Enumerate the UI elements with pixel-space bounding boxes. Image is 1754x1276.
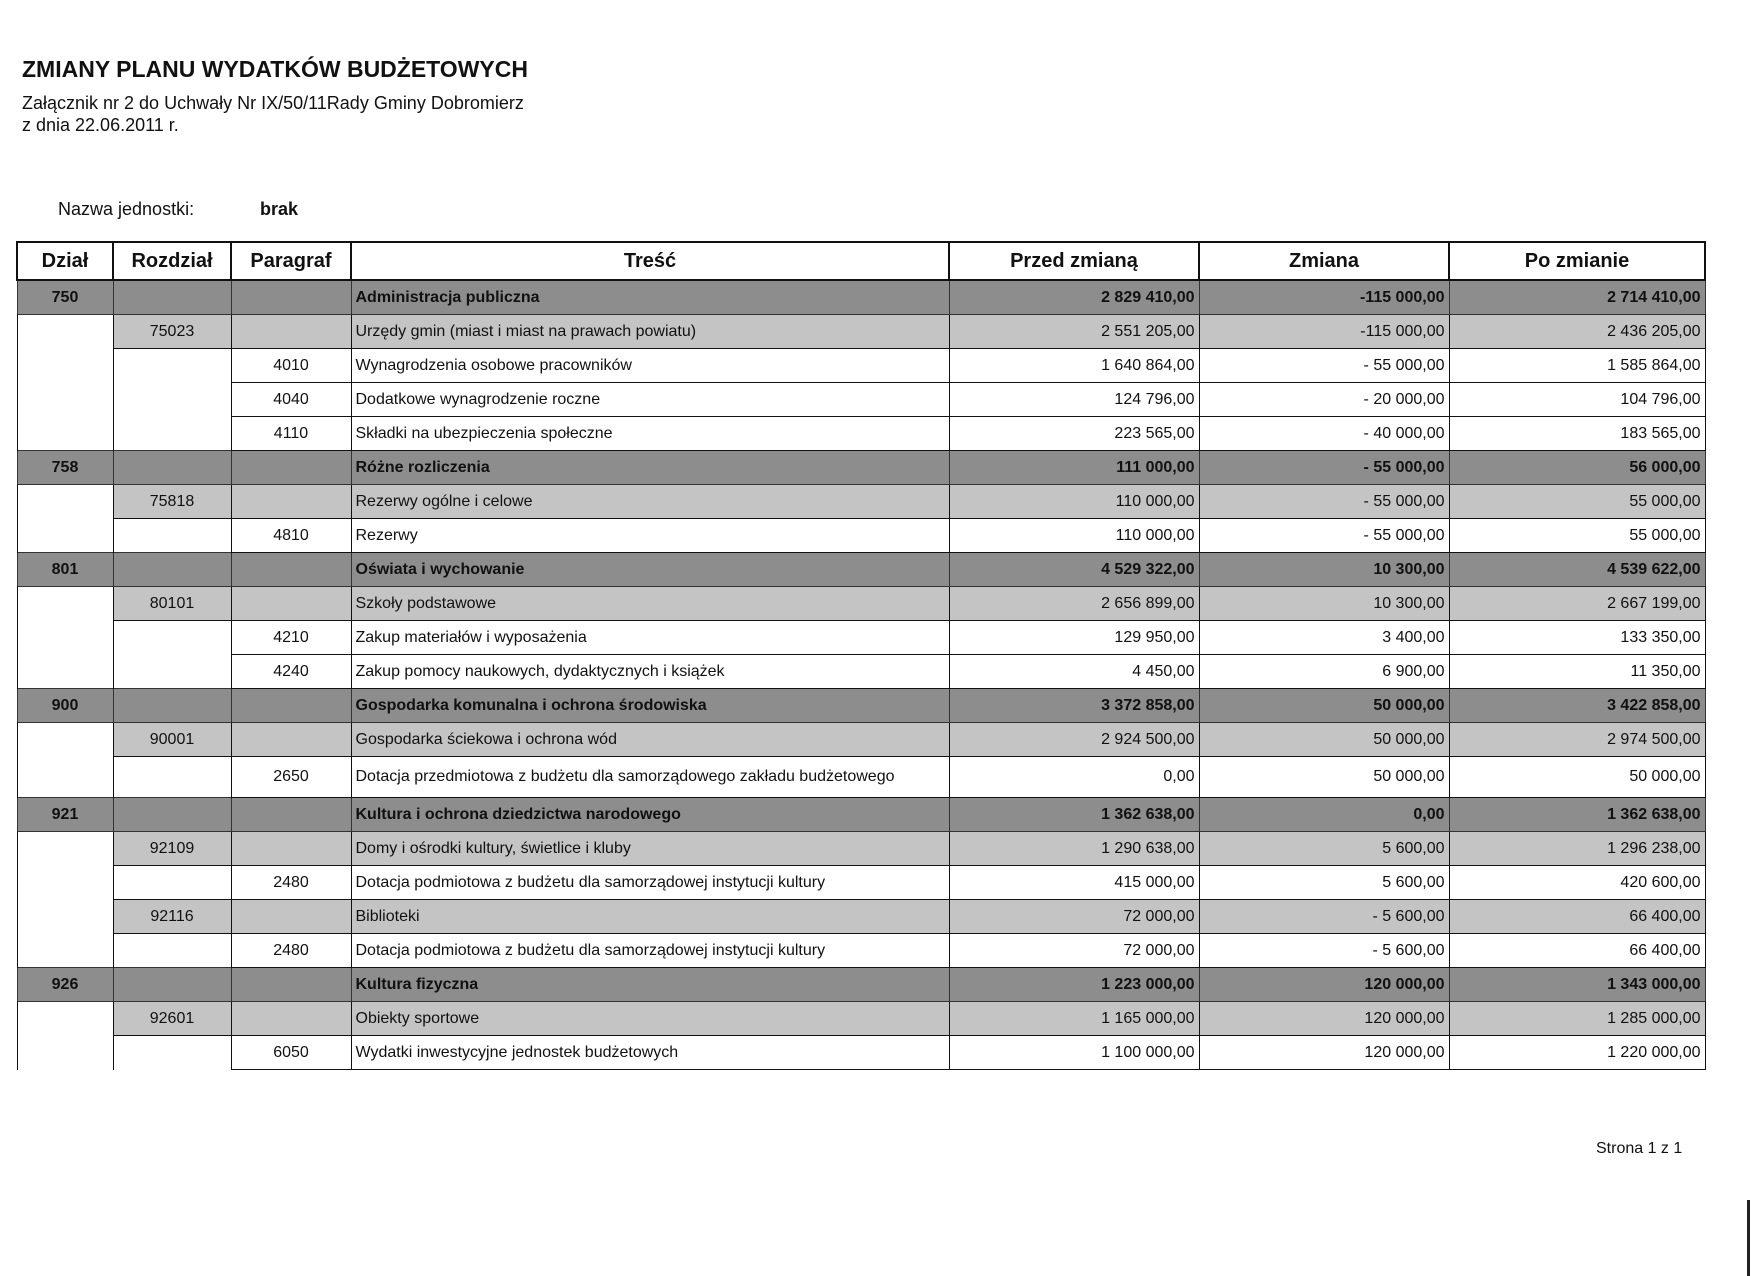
cell-po: 104 796,00: [1449, 383, 1705, 417]
table-row-rozdzial: [17, 315, 1705, 349]
cell-rozdzial: 75023: [113, 315, 231, 349]
col-header-po-zmianie: Po zmianie: [1449, 242, 1705, 280]
cell-dzial: [17, 832, 113, 866]
cell-przed: 2 656 899,00: [949, 587, 1199, 621]
cell-paragraf: 4010: [231, 349, 351, 383]
cell-paragraf: [231, 900, 351, 934]
cell-rozdzial: [113, 934, 231, 968]
cell-rozdzial: [113, 280, 231, 315]
cell-dzial: [17, 587, 113, 621]
cell-przed: 2 924 500,00: [949, 723, 1199, 757]
cell-zmiana: 10 300,00: [1199, 587, 1449, 621]
cell-zmiana: - 55 000,00: [1199, 451, 1449, 485]
cell-przed: 0,00: [949, 757, 1199, 798]
cell-tresc: Szkoły podstawowe: [351, 587, 949, 621]
cell-po: 1 220 000,00: [1449, 1036, 1705, 1070]
cell-dzial: 758: [17, 451, 113, 485]
table-row-dzial: [17, 451, 1705, 485]
cell-przed: 111 000,00: [949, 451, 1199, 485]
cell-tresc: Rezerwy: [351, 519, 949, 553]
cell-paragraf: 4040: [231, 383, 351, 417]
cell-rozdzial: 75818: [113, 485, 231, 519]
resolution-date: z dnia 22.06.2011 r.: [22, 115, 179, 135]
cell-paragraf: [231, 1002, 351, 1036]
cell-zmiana: - 55 000,00: [1199, 349, 1449, 383]
cell-paragraf: [231, 315, 351, 349]
cell-dzial: [17, 621, 113, 655]
cell-po: 3 422 858,00: [1449, 689, 1705, 723]
cell-zmiana: -115 000,00: [1199, 280, 1449, 315]
cell-przed: 1 100 000,00: [949, 1036, 1199, 1070]
col-header-paragraf: Paragraf: [231, 242, 351, 280]
cell-dzial: 921: [17, 798, 113, 832]
cell-dzial: 900: [17, 689, 113, 723]
cell-zmiana: - 55 000,00: [1199, 519, 1449, 553]
unit-name-label: Nazwa jednostki:: [58, 199, 195, 219]
cell-tresc: Wynagrodzenia osobowe pracowników: [351, 349, 949, 383]
cell-dzial: 926: [17, 968, 113, 1002]
cell-paragraf: 2480: [231, 934, 351, 968]
cell-dzial: [17, 315, 113, 349]
document-title: ZMIANY PLANU WYDATKÓW BUDŻETOWYCH: [22, 56, 528, 82]
cell-przed: 110 000,00: [949, 485, 1199, 519]
table-row-paragraf: [17, 621, 1705, 655]
cell-rozdzial: [113, 968, 231, 1002]
table-row-paragraf: [17, 1036, 1705, 1070]
cell-paragraf: [231, 451, 351, 485]
page-number: Strona 1 z 1: [1596, 1140, 1683, 1157]
cell-rozdzial: [113, 553, 231, 587]
cell-zmiana: 50 000,00: [1199, 689, 1449, 723]
table-row-paragraf: [17, 349, 1705, 383]
table-row-rozdzial: [17, 1002, 1705, 1036]
cell-zmiana: - 5 600,00: [1199, 934, 1449, 968]
cell-rozdzial: 92601: [113, 1002, 231, 1036]
cell-zmiana: 120 000,00: [1199, 968, 1449, 1002]
cell-zmiana: 5 600,00: [1199, 866, 1449, 900]
cell-tresc: Administracja publiczna: [351, 280, 949, 315]
cell-dzial: [17, 757, 113, 798]
cell-zmiana: 5 600,00: [1199, 832, 1449, 866]
cell-przed: 72 000,00: [949, 934, 1199, 968]
table-row-paragraf: [17, 757, 1705, 798]
cell-rozdzial: [113, 519, 231, 553]
cell-przed: 1 362 638,00: [949, 798, 1199, 832]
table-row-rozdzial: [17, 832, 1705, 866]
cell-po: 1 362 638,00: [1449, 798, 1705, 832]
table-row-dzial: [17, 968, 1705, 1002]
cell-rozdzial: 90001: [113, 723, 231, 757]
table-row-paragraf: [17, 934, 1705, 968]
cell-paragraf: [231, 553, 351, 587]
cell-przed: 110 000,00: [949, 519, 1199, 553]
cell-zmiana: 120 000,00: [1199, 1002, 1449, 1036]
cell-po: 133 350,00: [1449, 621, 1705, 655]
cell-paragraf: [231, 587, 351, 621]
resolution-reference: Załącznik nr 2 do Uchwały Nr IX/50/11Rady Gminy Dobromierz: [22, 93, 524, 113]
cell-po: 11 350,00: [1449, 655, 1705, 689]
cell-tresc: Biblioteki: [351, 900, 949, 934]
cell-tresc: Gospodarka komunalna i ochrona środowiska: [351, 689, 949, 723]
cell-paragraf: 4110: [231, 417, 351, 451]
cell-zmiana: 50 000,00: [1199, 757, 1449, 798]
cell-po: 66 400,00: [1449, 900, 1705, 934]
cell-przed: 3 372 858,00: [949, 689, 1199, 723]
col-header-dzial: Dział: [17, 242, 113, 280]
cell-po: 2 974 500,00: [1449, 723, 1705, 757]
cell-rozdzial: [113, 1036, 231, 1070]
cell-po: 420 600,00: [1449, 866, 1705, 900]
cell-dzial: [17, 723, 113, 757]
cell-po: 55 000,00: [1449, 519, 1705, 553]
cell-zmiana: 0,00: [1199, 798, 1449, 832]
cell-po: 2 436 205,00: [1449, 315, 1705, 349]
cell-przed: 1 165 000,00: [949, 1002, 1199, 1036]
cell-dzial: [17, 383, 113, 417]
cell-tresc: Dotacja podmiotowa z budżetu dla samorządowej instytucji kultury: [351, 934, 949, 968]
cell-tresc: Rezerwy ogólne i celowe: [351, 485, 949, 519]
table-row-dzial: [17, 280, 1705, 315]
expenditure-table: [16, 241, 1706, 1070]
table-row-paragraf: [17, 417, 1705, 451]
cell-dzial: [17, 866, 113, 900]
cell-rozdzial: [113, 798, 231, 832]
col-header-zmiana: Zmiana: [1199, 242, 1449, 280]
cell-paragraf: [231, 689, 351, 723]
cell-zmiana: 3 400,00: [1199, 621, 1449, 655]
cell-paragraf: 2480: [231, 866, 351, 900]
cell-po: 1 585 864,00: [1449, 349, 1705, 383]
cell-po: 2 714 410,00: [1449, 280, 1705, 315]
cell-tresc: Kultura i ochrona dziedzictwa narodowego: [351, 798, 949, 832]
cell-paragraf: [231, 723, 351, 757]
cell-tresc: Kultura fizyczna: [351, 968, 949, 1002]
cell-przed: 4 450,00: [949, 655, 1199, 689]
table-row-rozdzial: [17, 587, 1705, 621]
cell-zmiana: 6 900,00: [1199, 655, 1449, 689]
cell-po: 4 539 622,00: [1449, 553, 1705, 587]
cell-rozdzial: [113, 383, 231, 417]
cell-po: 2 667 199,00: [1449, 587, 1705, 621]
col-header-przed-zmiana: Przed zmianą: [949, 242, 1199, 280]
cell-rozdzial: [113, 451, 231, 485]
cell-po: 66 400,00: [1449, 934, 1705, 968]
cell-zmiana: 120 000,00: [1199, 1036, 1449, 1070]
cell-zmiana: - 5 600,00: [1199, 900, 1449, 934]
table-row-paragraf: [17, 655, 1705, 689]
cell-dzial: [17, 934, 113, 968]
cell-po: 183 565,00: [1449, 417, 1705, 451]
cell-zmiana: - 40 000,00: [1199, 417, 1449, 451]
cell-paragraf: 4810: [231, 519, 351, 553]
cell-tresc: Dotacja podmiotowa z budżetu dla samorządowej instytucji kultury: [351, 866, 949, 900]
cell-przed: 2 551 205,00: [949, 315, 1199, 349]
unit-name-row: [58, 199, 299, 220]
cell-paragraf: [231, 280, 351, 315]
cell-zmiana: - 20 000,00: [1199, 383, 1449, 417]
table-row-dzial: [17, 689, 1705, 723]
cell-rozdzial: [113, 689, 231, 723]
cell-tresc: Zakup materiałów i wyposażenia: [351, 621, 949, 655]
table-row-rozdzial: [17, 900, 1705, 934]
cell-rozdzial: [113, 349, 231, 383]
cell-dzial: [17, 1002, 113, 1036]
scan-edge-mark: [1747, 1200, 1750, 1276]
cell-paragraf: [231, 968, 351, 1002]
cell-rozdzial: 92116: [113, 900, 231, 934]
cell-dzial: [17, 485, 113, 519]
table-row-rozdzial: [17, 723, 1705, 757]
table-row-dzial: [17, 798, 1705, 832]
cell-dzial: [17, 655, 113, 689]
table-row-paragraf: [17, 866, 1705, 900]
cell-zmiana: - 55 000,00: [1199, 485, 1449, 519]
cell-rozdzial: [113, 655, 231, 689]
table-row-dzial: [17, 553, 1705, 587]
cell-rozdzial: [113, 417, 231, 451]
cell-dzial: [17, 519, 113, 553]
cell-po: 56 000,00: [1449, 451, 1705, 485]
cell-zmiana: -115 000,00: [1199, 315, 1449, 349]
cell-przed: 1 223 000,00: [949, 968, 1199, 1002]
table-row-paragraf: [17, 519, 1705, 553]
cell-paragraf: [231, 798, 351, 832]
cell-rozdzial: [113, 757, 231, 798]
cell-przed: 1 290 638,00: [949, 832, 1199, 866]
cell-przed: 129 950,00: [949, 621, 1199, 655]
cell-paragraf: 4210: [231, 621, 351, 655]
cell-przed: 4 529 322,00: [949, 553, 1199, 587]
cell-po: 55 000,00: [1449, 485, 1705, 519]
cell-paragraf: 2650: [231, 757, 351, 798]
cell-przed: 223 565,00: [949, 417, 1199, 451]
cell-przed: 72 000,00: [949, 900, 1199, 934]
cell-tresc: Oświata i wychowanie: [351, 553, 949, 587]
cell-rozdzial: [113, 866, 231, 900]
cell-tresc: Różne rozliczenia: [351, 451, 949, 485]
unit-name-value: brak: [260, 199, 299, 219]
cell-paragraf: [231, 485, 351, 519]
cell-tresc: Zakup pomocy naukowych, dydaktycznych i książek: [351, 655, 949, 689]
col-header-tresc: Treść: [351, 242, 949, 280]
cell-tresc: Dodatkowe wynagrodzenie roczne: [351, 383, 949, 417]
cell-po: 1 296 238,00: [1449, 832, 1705, 866]
cell-paragraf: 4240: [231, 655, 351, 689]
cell-przed: 1 640 864,00: [949, 349, 1199, 383]
cell-po: 1 343 000,00: [1449, 968, 1705, 1002]
cell-przed: 415 000,00: [949, 866, 1199, 900]
cell-tresc: Składki na ubezpieczenia społeczne: [351, 417, 949, 451]
cell-przed: 124 796,00: [949, 383, 1199, 417]
cell-tresc: Dotacja przedmiotowa z budżetu dla samorządowego zakładu budżetowego: [351, 757, 949, 798]
col-header-rozdzial: Rozdział: [113, 242, 231, 280]
table-header-row: [17, 242, 1705, 280]
cell-rozdzial: 92109: [113, 832, 231, 866]
document-subtitle: [22, 92, 524, 136]
cell-dzial: 750: [17, 280, 113, 315]
cell-tresc: Wydatki inwestycyjne jednostek budżetowych: [351, 1036, 949, 1070]
cell-po: 50 000,00: [1449, 757, 1705, 798]
cell-dzial: 801: [17, 553, 113, 587]
cell-zmiana: 10 300,00: [1199, 553, 1449, 587]
cell-rozdzial: 80101: [113, 587, 231, 621]
cell-tresc: Gospodarka ściekowa i ochrona wód: [351, 723, 949, 757]
cell-tresc: Urzędy gmin (miast i miast na prawach powiatu): [351, 315, 949, 349]
cell-zmiana: 50 000,00: [1199, 723, 1449, 757]
table-body: [17, 280, 1705, 1070]
cell-paragraf: 6050: [231, 1036, 351, 1070]
cell-rozdzial: [113, 621, 231, 655]
cell-tresc: Domy i ośrodki kultury, świetlice i kluby: [351, 832, 949, 866]
cell-tresc: Obiekty sportowe: [351, 1002, 949, 1036]
cell-przed: 2 829 410,00: [949, 280, 1199, 315]
cell-dzial: [17, 1036, 113, 1070]
cell-dzial: [17, 417, 113, 451]
table-row-paragraf: [17, 383, 1705, 417]
cell-po: 1 285 000,00: [1449, 1002, 1705, 1036]
table-row-rozdzial: [17, 485, 1705, 519]
cell-dzial: [17, 349, 113, 383]
cell-paragraf: [231, 832, 351, 866]
cell-dzial: [17, 900, 113, 934]
